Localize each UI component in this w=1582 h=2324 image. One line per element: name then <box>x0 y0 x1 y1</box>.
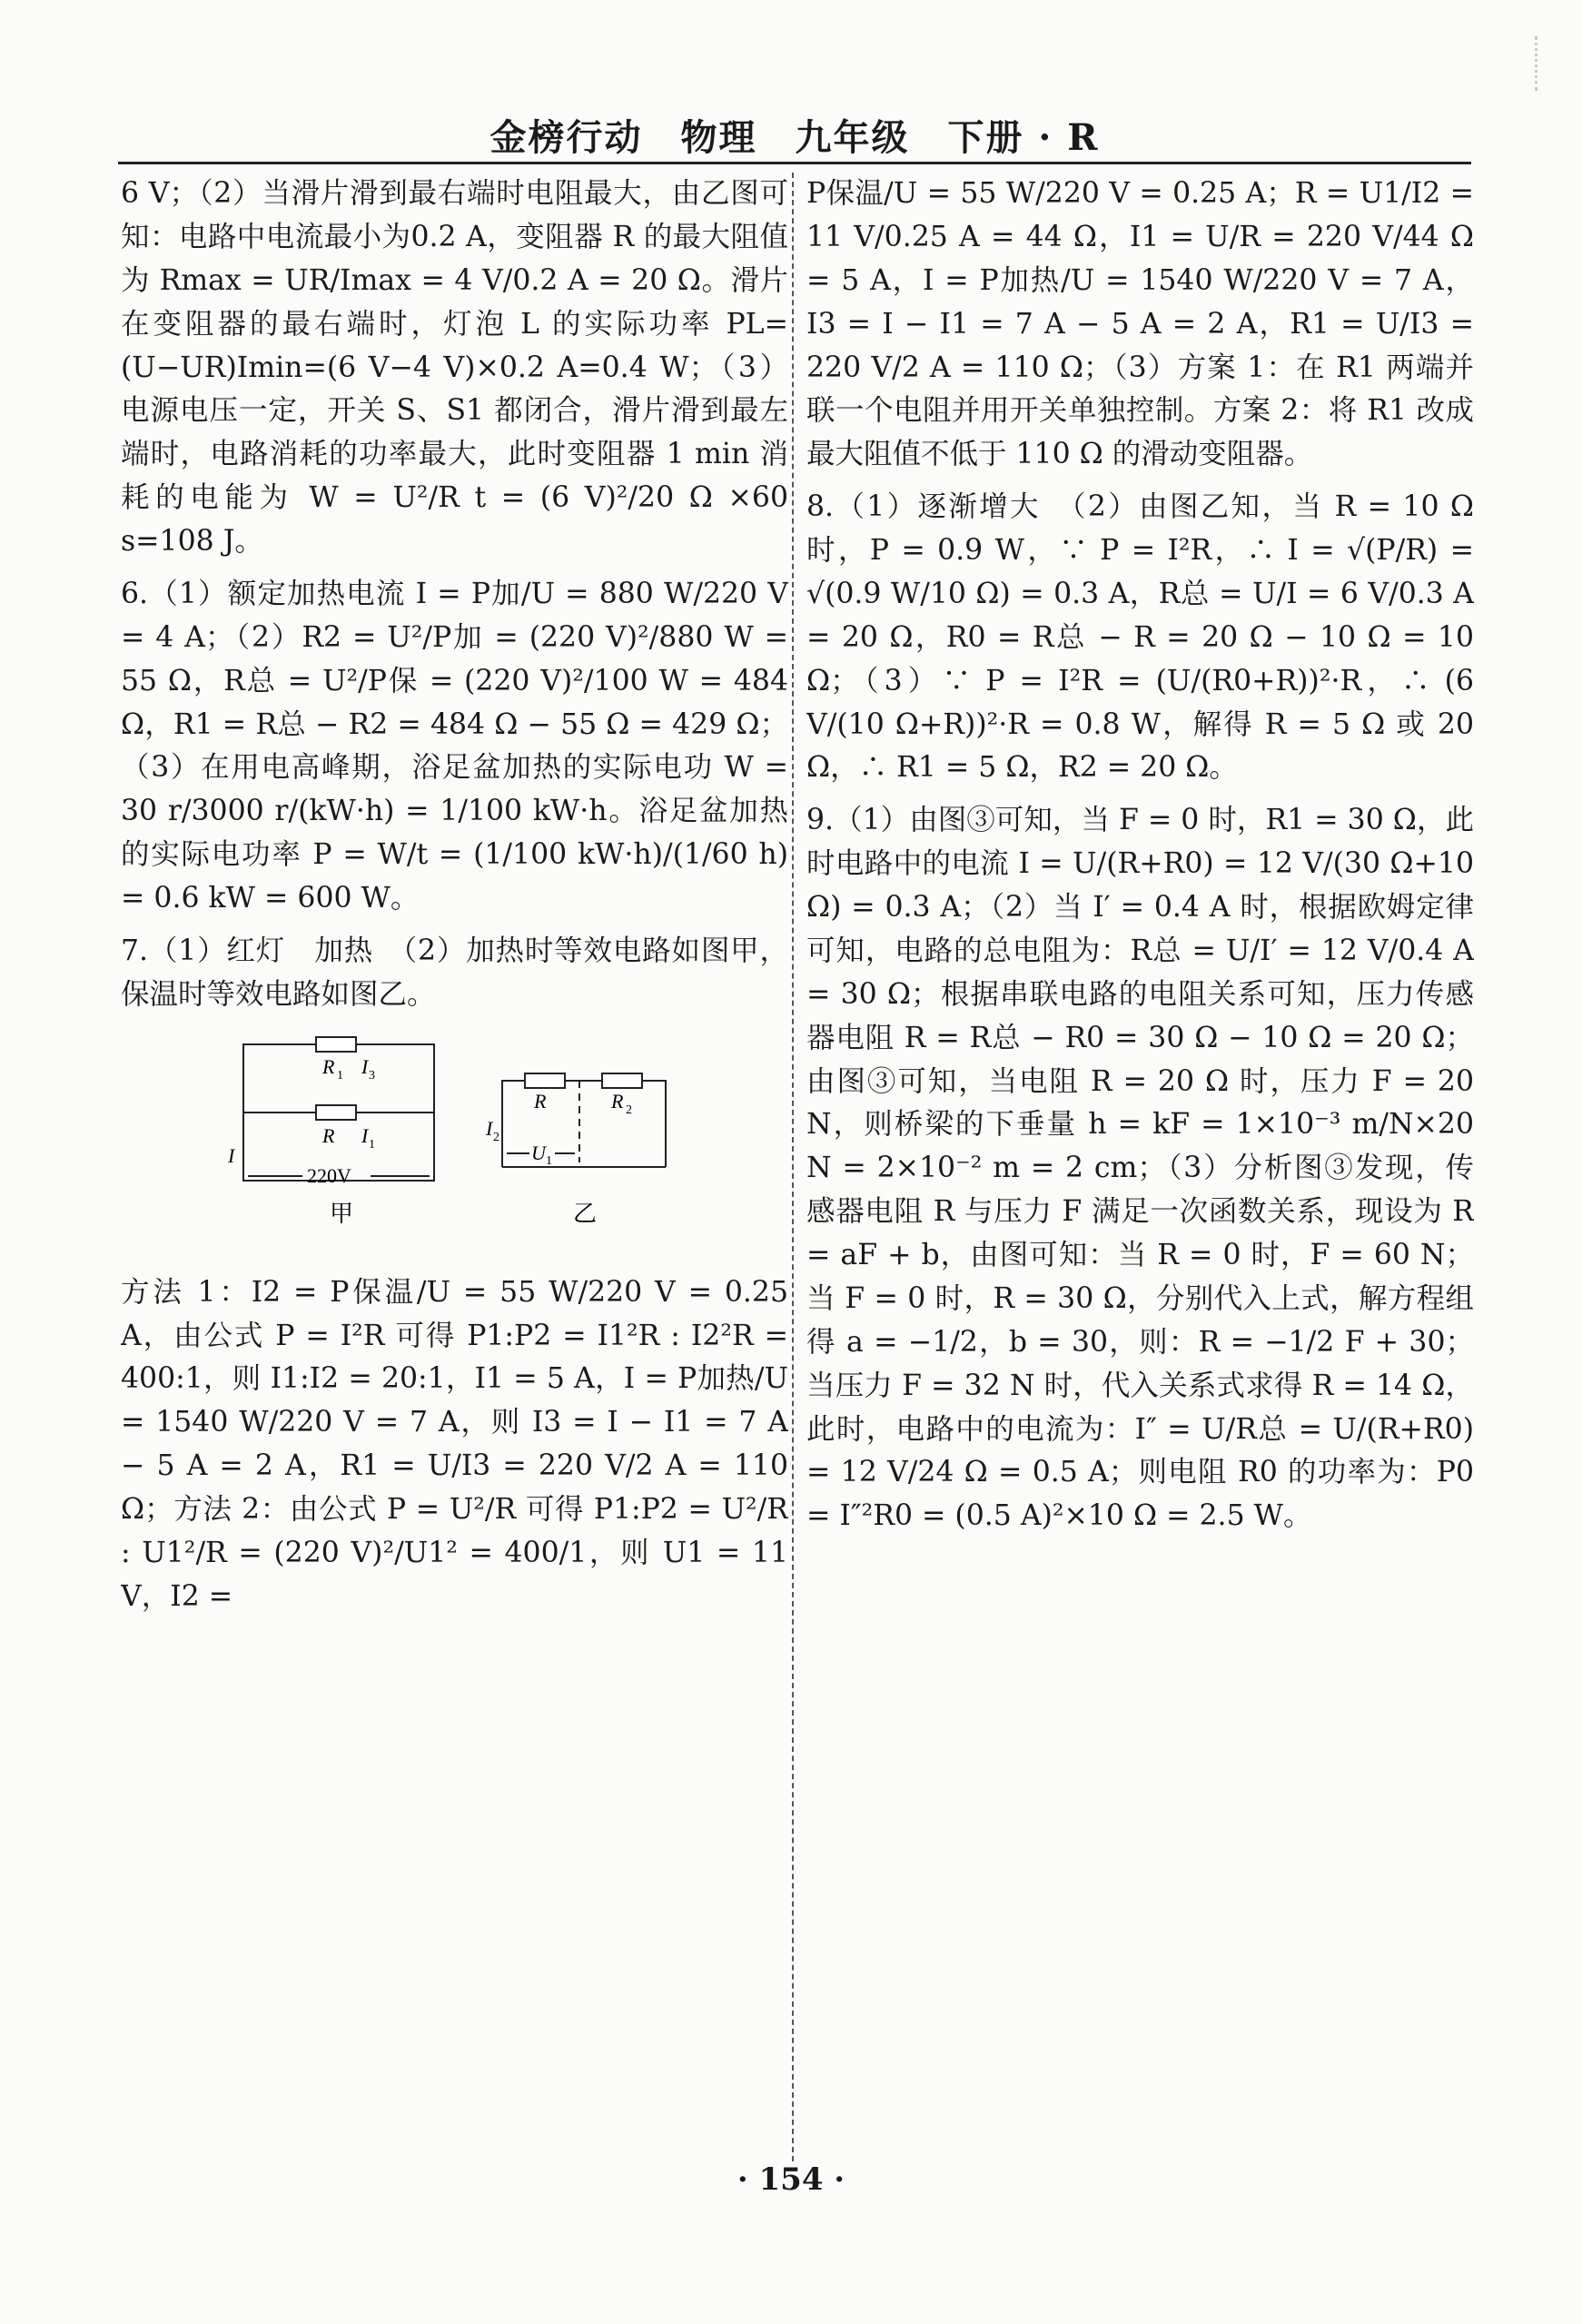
binding-dots <box>1535 36 1547 91</box>
left-column <box>121 173 788 2152</box>
right-paragraph-1: P保温/U = 55 W/220 V = 0.25 A；R = U1/I2 = 11 V/0.25 A = 44 Ω，I1 = U/R = 220 V/44 Ω = 5 A，I = P加热/U = 1540 W/220 V = 7 A，I3 = I − I1 = 7 A − 5 A = 2 A，R1 = U/I3 = 220 V/2 A = 110 Ω；（3）方案 1：在 R1 两端并联一个电阻并用开关单独控制。方案 2：将 R1 改成最大阻值不低于 110 Ω 的滑动变阻器。 <box>806 177 1474 471</box>
svg-text:2: 2 <box>493 1130 499 1144</box>
column-divider <box>792 173 794 2161</box>
circuit-diagram <box>121 1026 756 1253</box>
svg-text:3: 3 <box>369 1068 375 1083</box>
svg-text:1: 1 <box>369 1137 375 1152</box>
page-header <box>118 109 1471 163</box>
right-paragraph-2: 8.（1）逐渐增大 （2）由图乙知，当 R = 10 Ω 时，P = 0.9 W，∵ P = I²R，∴ I = √(P/R) = √(0.9 W/10 Ω) = 0.3 A，R总 = U/I = 6 V/0.3 A = 20 Ω，R0 = R总 − R = 20 Ω − 10 Ω = 10 Ω；（3）∵ P = I²R = (U/(R0+R))²·R，∴ (6 V/(10 Ω+R))²·R = 0.8 W，解得 R = 5 Ω 或 20 Ω，∴ R1 = 5 Ω，R2 = 20 Ω。 <box>806 490 1474 785</box>
left-paragraph-4: 方法 1：I2 = P保温/U = 55 W/220 V = 0.25 A，由公式 P = I²R 可得 P1:P2 = I1²R : I2²R = 400:1，则 I1:I2 = 20:1，I1 = 5 A，I = P加热/U = 1540 W/220 V = 7 A，则 I3 = I − I1 = 7 A − 5 A = 2 A，R1 = U/I3 = 220 V/2 A = 110 Ω；方法 2：由公式 P = U²/R 可得 P1:P2 = U²/R : U1²/R = (220 V)²/U1² = 400/1，则 U1 = 11 V，I2 = <box>121 1275 788 1613</box>
header-rule <box>118 162 1471 164</box>
right-column <box>806 173 1474 2152</box>
svg-text:R: R <box>322 1123 335 1147</box>
svg-text:1: 1 <box>546 1153 552 1168</box>
right-paragraph-3: 9.（1）由图③可知，当 F = 0 时，R1 = 30 Ω，此时电路中的电流 I = U/(R+R0) = 12 V/(30 Ω+10 Ω) = 0.3 A；（2）当 I′ = 0.4 A 时，根据欧姆定律可知，电路的总电阻为：R总 = U/I′ = 12 V/0.4 A = 30 Ω；根据串联电路的电阻关系可知，压力传感器电阻 R = R总 − R0 = 30 Ω − 10 Ω = 20 Ω；由图③可知，当电阻 R = 20 Ω 时，压力 F = 20 N，则桥梁的下垂量 h = kF = 1×10⁻³ m/N×20 N = 2×10⁻² m = 2 cm；（3）分析图③发现，传感器电阻 R 与压力 F 满足一次函数关系，现设为 R = aF + b，由图可知：当 R = 0 时，F = 60 N；当 F = 0 时，R = 30 Ω，分别代入上式，解方程组得 a = −1/2，b = 30，则：R = −1/2 F + 30；当压力 F = 32 N 时，代入关系式求得 R = 14 Ω，此时，电路中的电流为：I″ = U/R总 = U/(R+R0) = 12 V/24 Ω = 0.5 A；则电阻 R0 的功率为：P0 = I″²R0 = (0.5 A)²×10 Ω = 2.5 W。 <box>806 804 1474 1533</box>
svg-text:I: I <box>228 1143 235 1167</box>
svg-text:R: R <box>611 1089 624 1113</box>
svg-text:U: U <box>531 1141 546 1164</box>
svg-text:1: 1 <box>337 1068 343 1083</box>
fig-jia-voltage: 220V <box>307 1163 351 1187</box>
svg-text:2: 2 <box>626 1103 632 1117</box>
page-number: · 154 · <box>737 2161 845 2198</box>
fig-yi-label: 乙 <box>573 1200 598 1228</box>
fig-jia-label: 甲 <box>330 1200 354 1228</box>
left-paragraph-1: 6 V；（2）当滑片滑到最右端时电阻最大，由乙图可知：电路中电流最小为0.2 A，变阻器 R 的最大阻值为 Rmax = UR/Imax = 4 V/0.2 A = 20 Ω。滑片在变阻器的最右端时，灯泡 L 的实际功率 PL=(U−UR)Imin=(6 V−4 V)×0.2 A=0.4 W；（3）电源电压一定，开关 S、S1 都闭合，滑片滑到最左端时，电路消耗的功率最大，此时变阻器 1 min 消耗的电能为 W = U²/R t = (6 V)²/20 Ω ×60 s=108 J。 <box>121 177 788 558</box>
left-paragraph-3: 7.（1）红灯 加热 （2）加热时等效电路如图甲，保温时等效电路如图乙。 <box>121 934 788 1011</box>
svg-text:I: I <box>486 1116 493 1140</box>
header-title: 金榜行动 物理 九年级 下册 · R <box>489 116 1100 159</box>
left-paragraph-2: 6.（1）额定加热电流 I = P加/U = 880 W/220 V = 4 A；（2）R2 = U²/P加 = (220 V)²/880 W = 55 Ω，R总 = U²/P保 = (220 V)²/100 W = 484 Ω，R1 = R总 − R2 = 484 Ω − 55 Ω = 429 Ω；（3）在用电高峰期，浴足盆加热的实际电功 W = 30 r/3000 r/(kW·h) = 1/100 kW·h。浴足盆加热的实际电功率 P = W/t = (1/100 kW·h)/(1/60 h) = 0.6 kW = 600 W。 <box>121 577 788 915</box>
svg-text:R: R <box>322 1054 335 1078</box>
svg-text:I: I <box>361 1123 369 1147</box>
svg-text:R: R <box>534 1089 547 1113</box>
svg-text:I: I <box>361 1054 369 1078</box>
circuit-figures <box>121 1026 788 1253</box>
